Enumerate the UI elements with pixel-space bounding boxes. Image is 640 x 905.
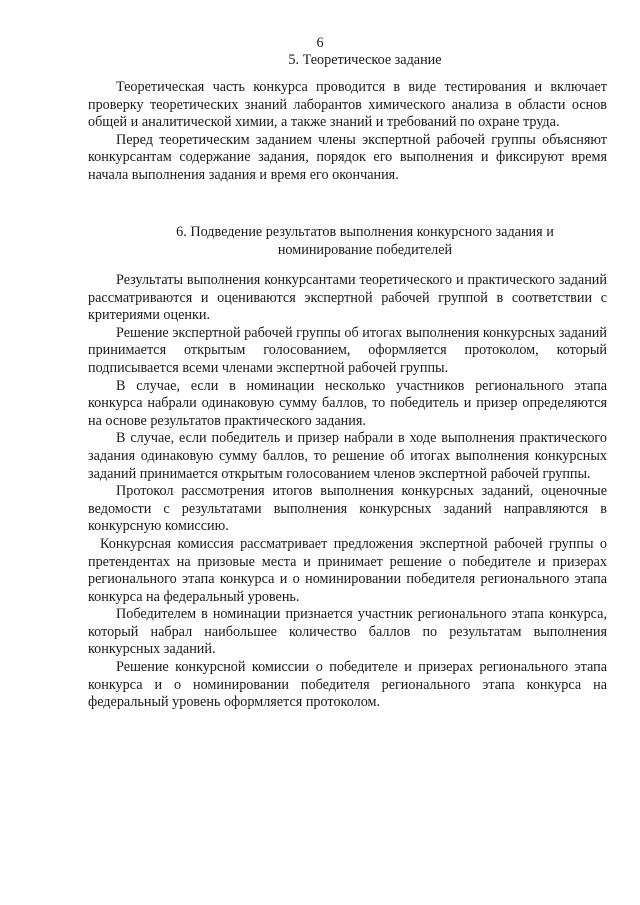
paragraph: Победителем в номинации признается участник регионального этапа конкурса, который набрал наибольшее количество баллов по результатам выполнения конкурсных заданий.: [88, 606, 607, 658]
paragraph: Теоретическая часть конкурса проводится в виде тестирования и включает проверку теоретических знаний лаборантов химического анализа в области основ общей и аналитической химии, а также знаний и требований по охране труда.: [88, 79, 607, 131]
paragraph: Перед теоретическим заданием члены экспертной рабочей группы объясняют конкурсантам содержание задания, порядок его выполнения и фиксируют время начала выполнения задания и время его окончания.: [88, 131, 607, 183]
section-6-body: [88, 272, 607, 712]
paragraph: Протокол рассмотрения итогов выполнения конкурсных заданий, оценочные ведомости с результатами выполнения конкурсных заданий направляются в конкурсную комиссию.: [88, 483, 607, 535]
page-number: 6: [316, 35, 324, 51]
section-6-title: [120, 224, 610, 259]
section-6-title-line-2: номинирование победителей: [277, 241, 453, 258]
section-5-body: [88, 79, 607, 185]
paragraph: Конкурсная комиссия рассматривает предложения экспертной рабочей группы о претендентах на призовые места и принимает решение о победителе и призерах регионального этапа конкурса и о номинировании победителя регионального этапа конкурса на федеральный уровень.: [88, 535, 607, 605]
paragraph: В случае, если победитель и призер набрали в ходе выполнения практического задания одинаковую сумму баллов, то решение об итогах выполнения конкурсных заданий принимается открытым голосованием членов экспертной рабочей группы.: [88, 430, 607, 482]
paragraph: Решение конкурсной комиссии о победителе и призерах регионального этапа конкурса и о номинировании победителя регионального этапа конкурса на федеральный уровень оформляется протоколом.: [88, 659, 607, 711]
section-6-title-line-1: 6. Подведение результатов выполнения конкурсного задания и: [176, 224, 554, 240]
paragraph: Результаты выполнения конкурсантами теоретического и практического заданий рассматриваются и оцениваются экспертной рабочей группой в соответствии с критериями оценки.: [88, 272, 607, 324]
paragraph: В случае, если в номинации несколько участников регионального этапа конкурса набрали одинаковую сумму баллов, то победитель и призер определяются на основе результатов практического задания.: [88, 377, 607, 429]
paragraph: Решение экспертной рабочей группы об итогах выполнения конкурсных заданий принимается открытым голосованием, оформляется протоколом, который подписывается всеми членами экспертной рабочей группы.: [88, 324, 607, 376]
section-5-title: 5. Теоретическое задание: [288, 52, 442, 68]
